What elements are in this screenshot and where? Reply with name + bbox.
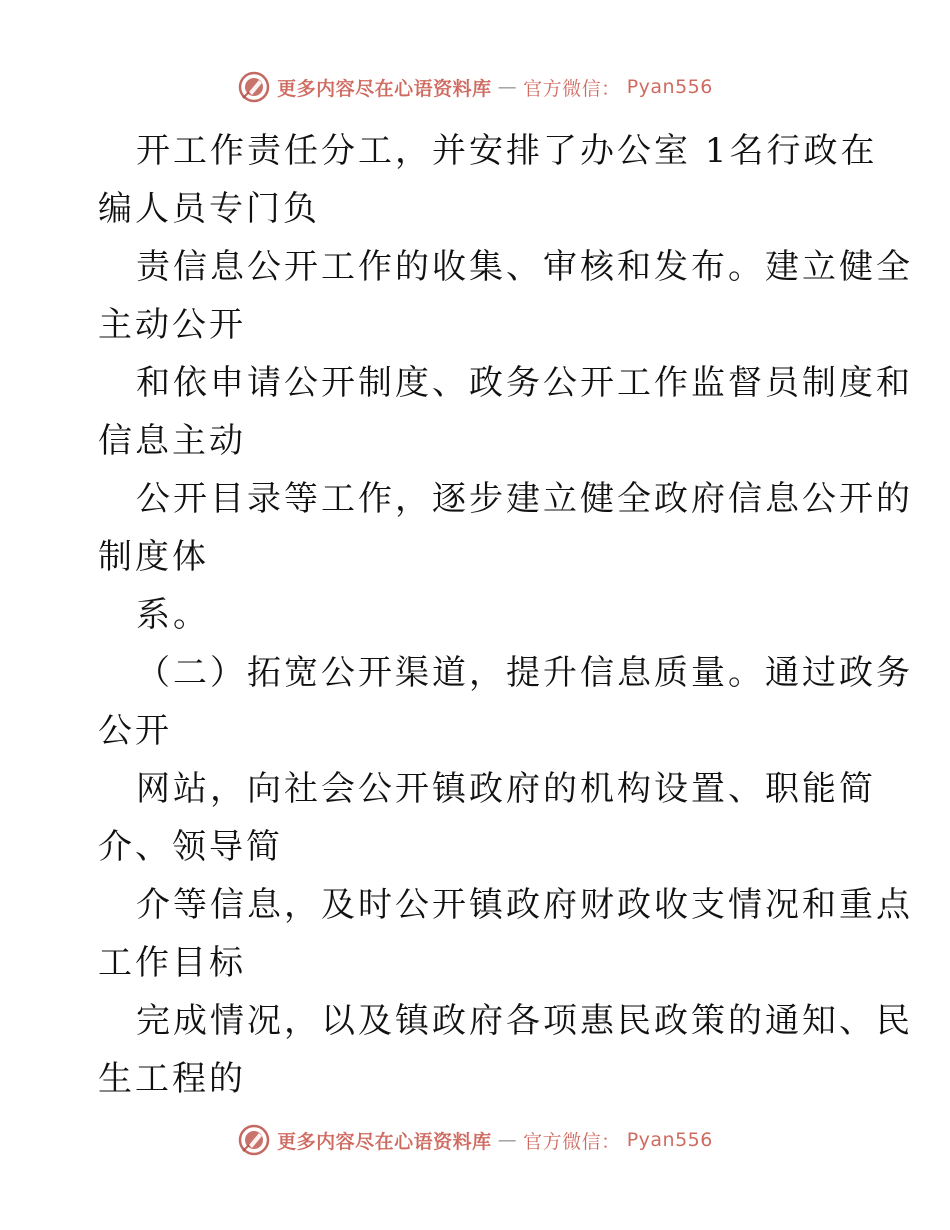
- text-line: 系。: [136, 595, 210, 635]
- watermark-contact-label: 官方微信：: [523, 1130, 621, 1153]
- text-line: 生工程的: [98, 1059, 246, 1099]
- text-line: 开工作责任分工，并安排了办公室 1名行政在: [136, 131, 878, 171]
- watermark-separator: —: [497, 1129, 518, 1151]
- text-line: 公开: [98, 711, 172, 751]
- pen-logo-icon: [237, 1123, 271, 1157]
- watermark-text: 更多内容尽在心语资料库: [277, 77, 492, 100]
- header-watermark: [0, 70, 950, 104]
- text-line: 制度体: [98, 537, 209, 577]
- text-line: 工作目标: [98, 943, 246, 983]
- text-line: 介、领导简: [98, 827, 283, 867]
- text-line: 网站，向社会公开镇政府的机构设置、职能简: [136, 769, 876, 809]
- text-line: 主动公开: [98, 305, 246, 345]
- watermark-separator: —: [497, 76, 518, 98]
- watermark-contact-label: 官方微信：: [523, 77, 621, 100]
- text-line: 和依申请公开制度、政务公开工作监督员制度和: [136, 363, 913, 403]
- text-line: 责信息公开工作的收集、审核和发布。建立健全: [136, 247, 913, 287]
- text-line: 介等信息，及时公开镇政府财政收支情况和重点: [136, 885, 913, 925]
- footer-watermark: [0, 1123, 950, 1157]
- watermark-text: 更多内容尽在心语资料库: [277, 1130, 492, 1153]
- text-line: 编人员专门负: [98, 189, 320, 229]
- pen-logo-icon: [237, 70, 271, 104]
- text-line: 信息主动: [98, 421, 246, 461]
- text-line: （二）拓宽公开渠道，提升信息质量。通过政务: [136, 653, 913, 693]
- text-line: 完成情况，以及镇政府各项惠民政策的通知、民: [136, 1001, 913, 1041]
- watermark-handle: Pyan556: [626, 1129, 713, 1151]
- document-body: [98, 122, 913, 1108]
- text-line: 公开目录等工作，逐步建立健全政府信息公开的: [136, 479, 913, 519]
- watermark-handle: Pyan556: [626, 76, 713, 98]
